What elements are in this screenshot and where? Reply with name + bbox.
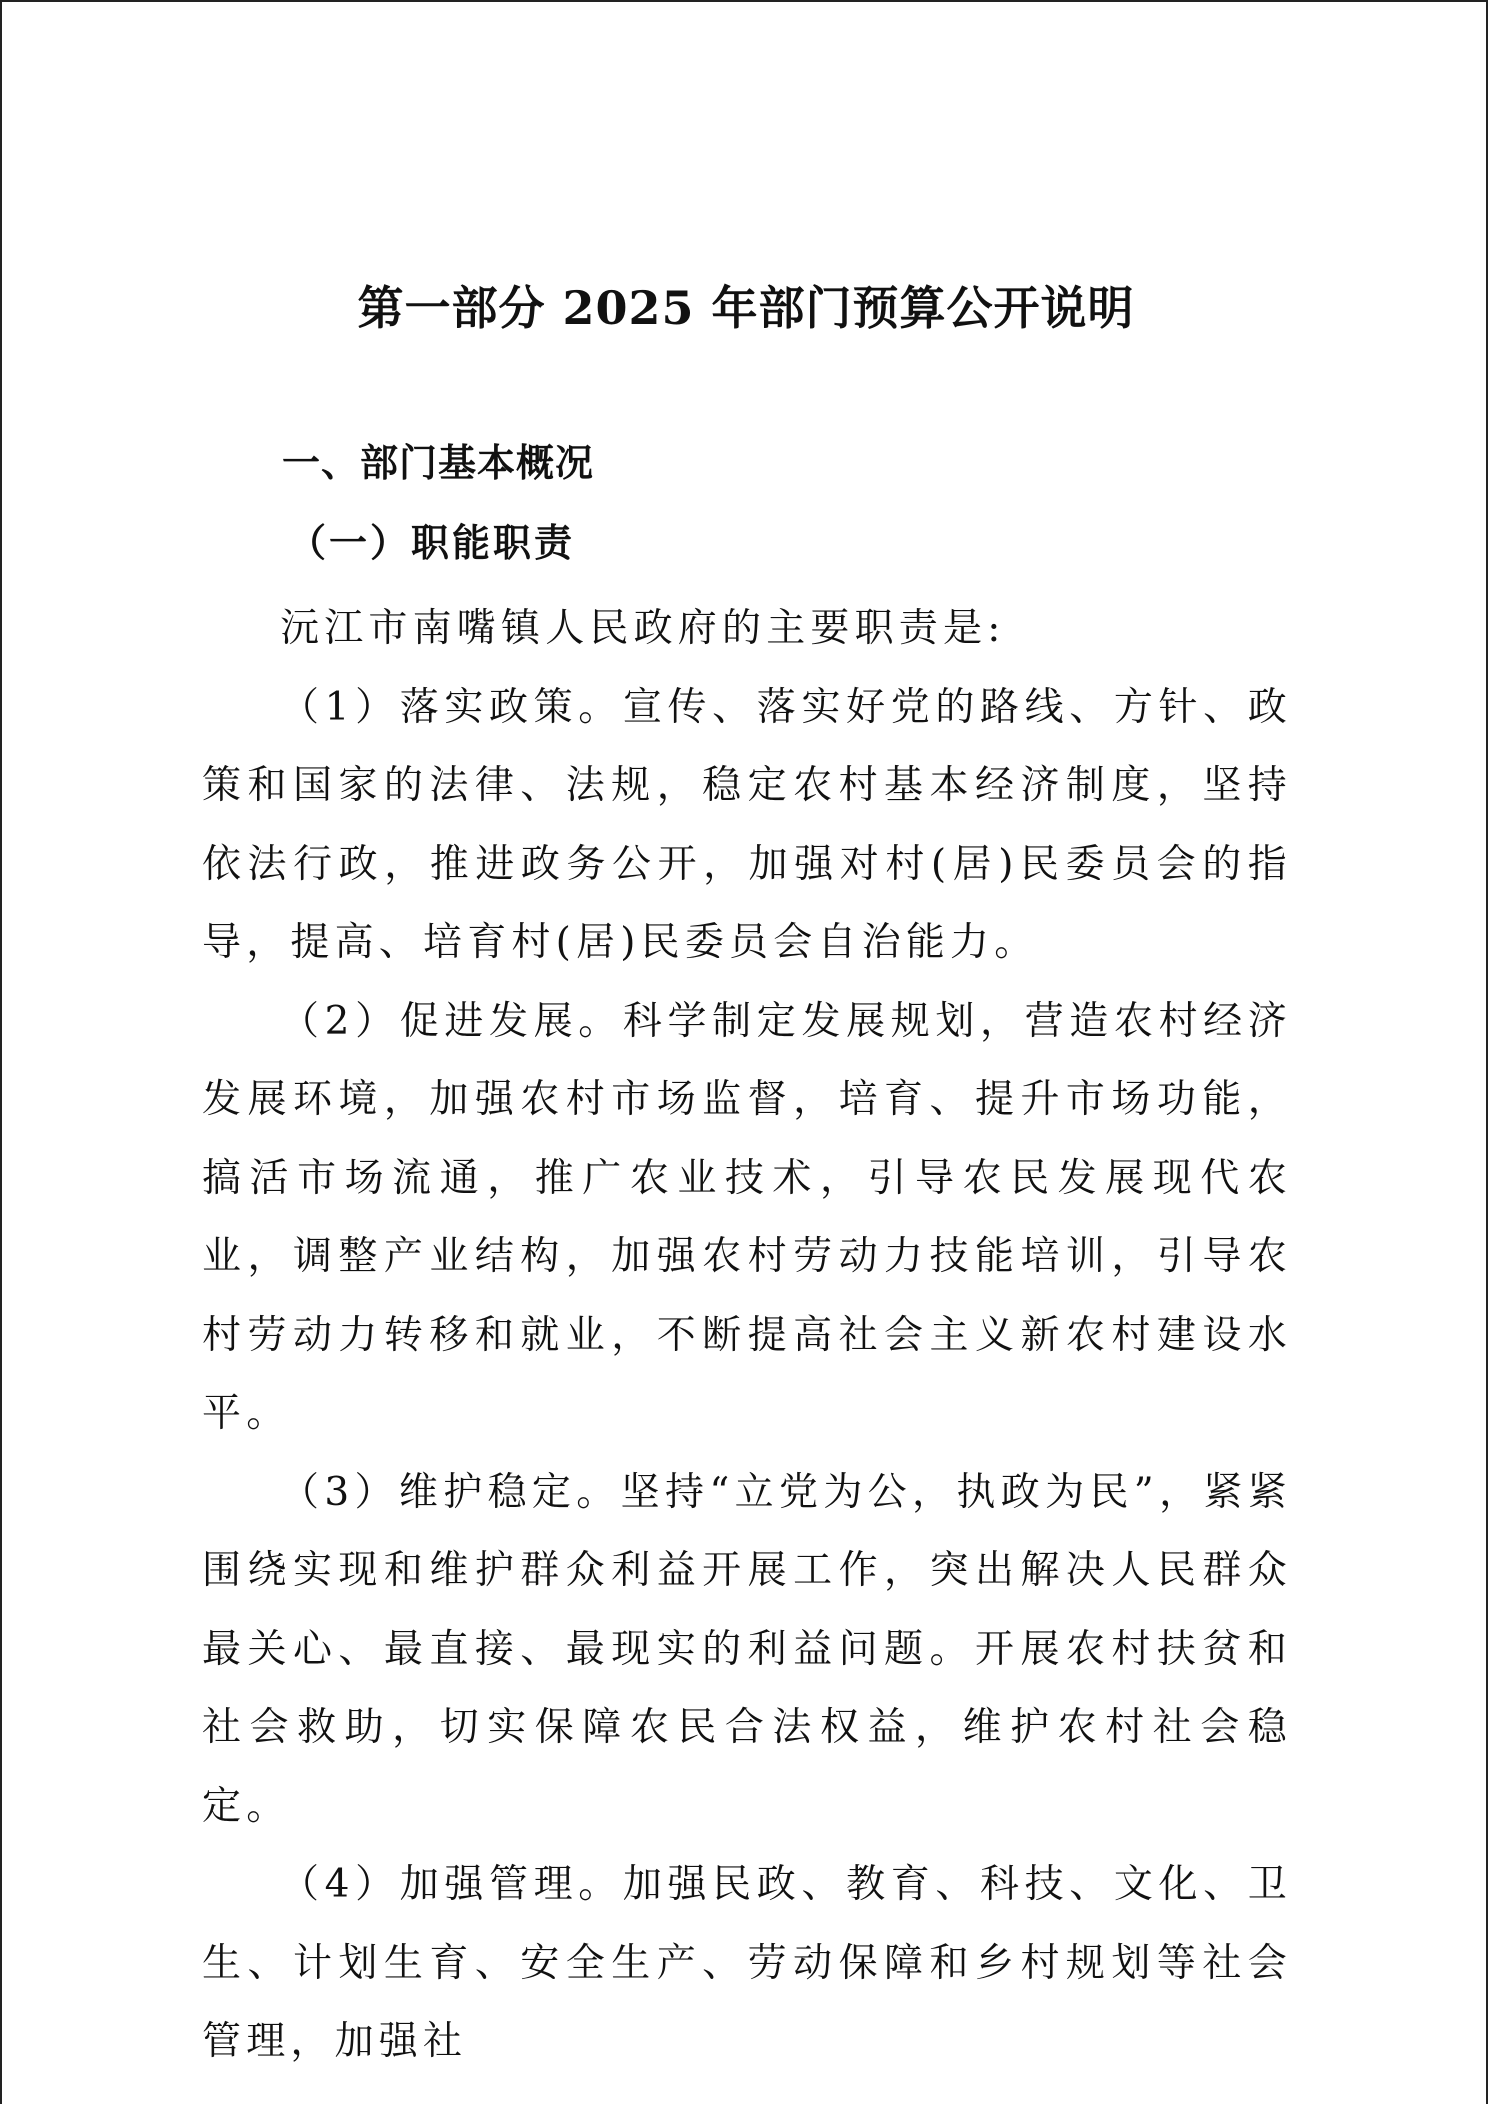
paragraph-duty-2: （2）促进发展。科学制定发展规划，营造农村经济发展环境，加强农村市场监督，培育、提升市场功能，搞活市场流通，推广农业技术，引导农民发展现代农业，调整产业结构，加强农村劳动力技能培训，引导农村劳动力转移和就业，不断提高社会主义新农村建设水平。: [202, 998, 1292, 1436]
document-title: 第一部分 2025 年部门预算公开说明: [357, 281, 1135, 335]
paragraph-intro: 沅江市南嘴镇人民政府的主要职责是:: [280, 606, 1006, 651]
body-text: [202, 590, 1292, 2082]
section-heading: 一、部门基本概况: [282, 440, 595, 485]
paragraph-duty-3: （3）维护稳定。坚持“立党为公，执政为民”，紧紧围绕实现和维护群众利益开展工作，突出解决人民群众最关心、最直接、最现实的利益问题。开展农村扶贫和社会救助，切实保障农民合法权益，维护农村社会稳定。: [202, 1469, 1292, 1829]
paragraph-duty-1: （1）落实政策。宣传、落实好党的路线、方针、政策和国家的法律、法规，稳定农村基本经济制度，坚持依法行政，推进政务公开，加强对村(居)民委员会的指导，提高、培育村(居)民委员会自治能力。: [202, 684, 1292, 965]
subsection-heading: （一）职能职责: [288, 520, 576, 565]
paragraph-duty-4: （4）加强管理。加强民政、教育、科技、文化、卫生、计划生育、安全生产、劳动保障和乡村规划等社会管理，加强社: [202, 1862, 1292, 2064]
